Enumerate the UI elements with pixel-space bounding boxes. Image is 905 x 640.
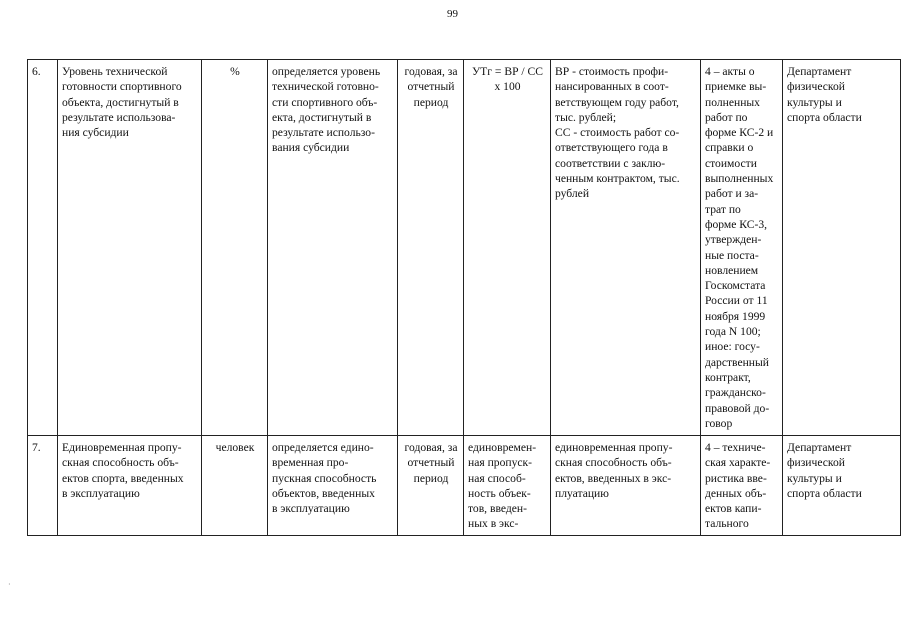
definition-cell: определяется едино- временная про- пускная способность объектов, введенных в эксплуатацию <box>268 436 398 536</box>
formula-cell: единовремен- ная пропуск- ная способ- ность объек- тов, введен- ных в экс- <box>464 436 551 536</box>
indicator-name: Уровень технической готовности спортивного объекта, достигнутый в результате использова- ния субсидии <box>58 60 202 436</box>
definition-cell: определяется уровень технической готовно- сти спортивного объ- екта, достигнутый в результате использо- вания субсидии <box>268 60 398 436</box>
unit-cell: человек <box>202 436 268 536</box>
table-row <box>28 436 901 536</box>
periodicity-cell: годовая, за отчетный период <box>398 436 464 536</box>
periodicity-cell: годовая, за отчетный период <box>398 60 464 436</box>
indicator-table <box>27 59 901 536</box>
row-number: 7. <box>28 436 58 536</box>
indicator-name: Единовременная пропу- скная способность объ- ектов спорта, введенных в эксплуатацию <box>58 436 202 536</box>
variables-cell: единовременная пропу- скная способность объ- ектов, введенных в экс- плуатацию <box>551 436 701 536</box>
variables-cell: ВР - стоимость профи- нансированных в соот- ветствующем году работ, тыс. рублей; СС - стоимость работ со- ответствующего года в соответствии с заклю- ченным контрактом, тыс. рублей <box>551 60 701 436</box>
page-number: 99 <box>447 8 458 20</box>
row-number: 6. <box>28 60 58 436</box>
responsible-cell: Департамент физической культуры и спорта области <box>783 436 901 536</box>
source-cell: 4 – акты о приемке вы- полненных работ по форме КС-2 и справки о стоимости выполненных работ и за- трат по форме КС-3, утвержден- ные поста- новлением Госкомстата России от 11 ноября 1999 года N 100; иное: госу- дарственный контракт, гражданско- правовой до- говор <box>701 60 783 436</box>
source-cell: 4 – техниче- ская характе- ристика вве- денных объ- ектов капи- тального <box>701 436 783 536</box>
table-row <box>28 60 901 436</box>
formula-cell: УТг = ВР / СС х 100 <box>464 60 551 436</box>
responsible-cell: Департамент физической культуры и спорта области <box>783 60 901 436</box>
scan-speck: · <box>8 580 11 589</box>
unit-cell: % <box>202 60 268 436</box>
